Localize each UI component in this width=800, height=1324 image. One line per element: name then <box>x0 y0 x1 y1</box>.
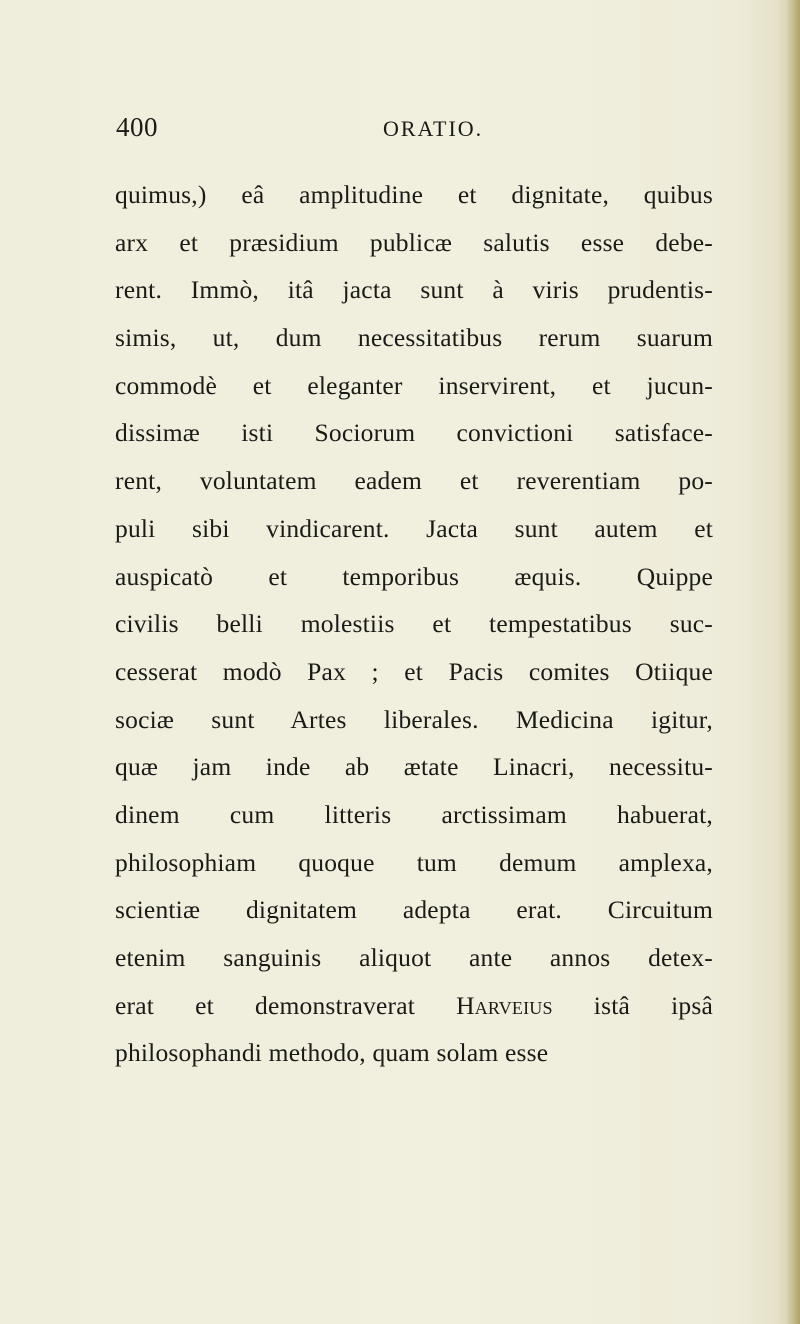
text-line: etenim sanguinis aliquot ante annos detex- <box>115 943 713 972</box>
proper-name-harveius: Harveius <box>456 990 553 1020</box>
text-line-end: istâ ipsâ <box>552 990 713 1020</box>
text-line: dinem cum litteris arctissimam habuerat, <box>115 799 713 829</box>
text-line: puli sibi vindicarent. Jacta sunt autem et <box>115 513 713 543</box>
text-line: quimus,) eâ amplitudine et dignitate, quibus <box>115 180 713 209</box>
text-line: cesserat modò Pax ; et Pacis comites Otiique <box>115 656 713 686</box>
text-line: rent, voluntatem eadem et reverentiam po- <box>115 466 713 496</box>
page-edge-shadow <box>786 0 800 1324</box>
text-line: simis, ut, dum necessitatibus rerum suarum <box>115 323 713 353</box>
text-line: rent. Immò, itâ jacta sunt à viris prudentis- <box>115 275 713 305</box>
text-line: philosophiam quoque tum demum amplexa, <box>115 847 713 877</box>
text-line <box>115 982 713 1030</box>
text-line: auspicatò et temporibus æquis. Quippe <box>115 561 713 591</box>
text-line: arx et præsidium publicæ salutis esse debe- <box>115 227 713 257</box>
text-line: scientiæ dignitatem adepta erat. Circuitum <box>115 895 713 925</box>
text-line: philosophandi methodo, quam solam esse <box>115 1038 549 1068</box>
text-line: sociæ sunt Artes liberales. Medicina igitur, <box>115 704 713 734</box>
text-line: commodè et eleganter inservirent, et jucun- <box>115 370 713 400</box>
text-line: civilis belli molestiis et tempestatibus suc- <box>115 609 713 639</box>
page-number: 400 <box>116 112 158 142</box>
page-header <box>0 112 800 152</box>
running-head: ORATIO. <box>383 116 484 141</box>
text-line: quæ jam inde ab ætate Linacri, necessitu- <box>115 752 713 782</box>
text-line: dissimæ isti Sociorum convictioni satisface- <box>115 418 713 448</box>
text-line-start: erat et demonstraverat <box>115 990 457 1020</box>
body-text <box>115 171 713 1077</box>
